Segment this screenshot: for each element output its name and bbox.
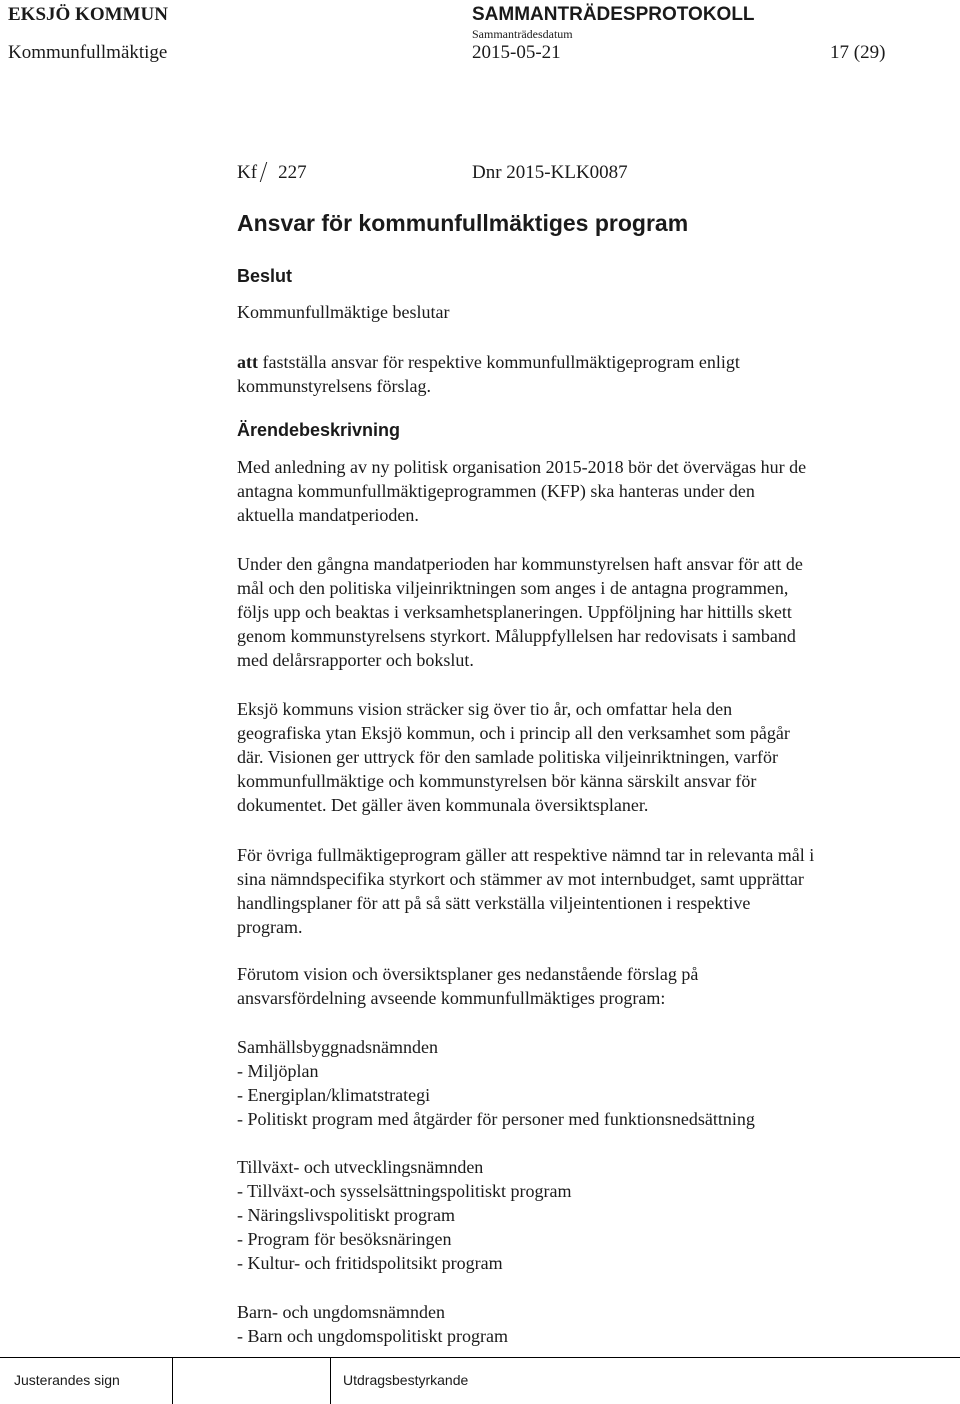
text-line: genom kommunstyrelsens styrkort. Måluppfyllelsen har redovisats i samband [237, 626, 796, 646]
header-org: EKSJÖ KOMMUN [8, 4, 168, 25]
paragraph-5 [237, 962, 917, 1010]
list-heading: Samhällsbyggnadsnämnden [237, 1037, 438, 1057]
list-heading: Barn- och ungdomsnämnden [237, 1302, 445, 1322]
arende-heading: Ärendebeskrivning [237, 420, 401, 440]
text-line: Eksjö kommuns vision sträcker sig över tio år, och omfattar hela den [237, 699, 733, 719]
att-keyword: att [237, 352, 258, 372]
beslut-att [237, 350, 917, 398]
case-line [237, 162, 307, 184]
beslut-att-line2: kommunstyrelsens förslag. [237, 376, 431, 396]
text-line: aktuella mandatperioden. [237, 505, 419, 525]
text-line: För övriga fullmäktigeprogram gäller att respektive nämnd tar in relevanta mål i [237, 845, 815, 865]
text-line: handlingsplaner för att på så sätt verkställa viljeintentionen i respektive [237, 893, 751, 913]
footer-sign-label: Justerandes sign [14, 1372, 120, 1388]
text-line: antagna kommunfullmäktigeprogrammen (KFP) ska hanteras under den [237, 481, 755, 501]
att-text: fastställa ansvar för respektive kommunfullmäktigeprogram enligt [258, 352, 740, 372]
text-line: dokumentet. Det gäller även kommunala översiktsplaner. [237, 795, 649, 815]
text-line: program. [237, 917, 303, 937]
text-line: Under den gångna mandatperioden har kommunstyrelsen haft ansvar för att de [237, 554, 803, 574]
list-barn-ungdom [237, 1300, 917, 1348]
page-title: Ansvar för kommunfullmäktiges program [237, 210, 689, 236]
paragraph-2 [237, 552, 917, 672]
header-body: Kommunfullmäktige [8, 42, 168, 63]
text-line: Förutom vision och översiktsplaner ges nedanstående förslag på [237, 964, 699, 984]
footer-rule [0, 1357, 960, 1358]
list-item: - Barn och ungdomspolitiskt program [237, 1326, 508, 1346]
case-dnr: Dnr 2015-KLK0087 [472, 162, 628, 183]
text-line: sina nämndspecifika styrkort och stämmer av mot internbudget, samt upprättar [237, 869, 804, 889]
list-item: - Miljöplan [237, 1061, 319, 1081]
paragraph-1 [237, 455, 917, 527]
beslut-line [237, 300, 917, 324]
text-line: med delårsrapporter och bokslut. [237, 650, 474, 670]
header-date: 2015-05-21 [472, 42, 561, 63]
case-kf: Kf [237, 162, 258, 183]
text-line: mål och den politiska viljeinriktningen som anges i de antagna programmen, [237, 578, 789, 598]
paragraph-3 [237, 697, 917, 817]
beslut-heading: Beslut [237, 266, 293, 286]
beslut-att-line1 [237, 350, 917, 374]
text-line: följs upp och beaktas i verksamhetsplaneringen. Uppföljning har hittills skett [237, 602, 792, 622]
beslut-text: Kommunfullmäktige beslutar [237, 302, 450, 322]
list-tillvaxt [237, 1155, 917, 1275]
text-line: Med anledning av ny politisk organisation 2015-2018 bör det övervägas hur de [237, 457, 807, 477]
list-item: - Energiplan/klimatstrategi [237, 1085, 431, 1105]
text-line: ansvarsfördelning avseende kommunfullmäktiges program: [237, 988, 666, 1008]
footer-divider [330, 1357, 331, 1404]
footer-divider [172, 1357, 173, 1404]
footer-excerpt-label: Utdragsbestyrkande [343, 1372, 469, 1388]
text-line: geografiska ytan Eksjö kommun, och i princip all den verksamhet som pågår [237, 723, 790, 743]
section-sign-icon [260, 162, 271, 182]
list-samhallsbyggnad [237, 1035, 917, 1131]
header-page: 17 (29) [830, 42, 886, 63]
list-item: - Tillväxt-och sysselsättningspolitiskt program [237, 1181, 572, 1201]
list-item: - Program för besöksnäringen [237, 1229, 452, 1249]
list-item: - Näringslivspolitiskt program [237, 1205, 455, 1225]
list-item: - Kultur- och fritidspolitsikt program [237, 1253, 503, 1273]
text-line: där. Visionen ger uttryck för den samlade politiska viljeinriktningen, varför [237, 747, 778, 767]
header-date-label: Sammanträdesdatum [472, 27, 573, 41]
case-number: 227 [278, 162, 307, 183]
header-doc-type: SAMMANTRÄDESPROTOKOLL [472, 4, 755, 25]
paragraph-4 [237, 843, 917, 939]
text-line: kommunfullmäktige och kommunstyrelsen bör känna särskilt ansvar för [237, 771, 757, 791]
list-heading: Tillväxt- och utvecklingsnämnden [237, 1157, 484, 1177]
list-item: - Politiskt program med åtgärder för personer med funktionsnedsättning [237, 1109, 755, 1129]
